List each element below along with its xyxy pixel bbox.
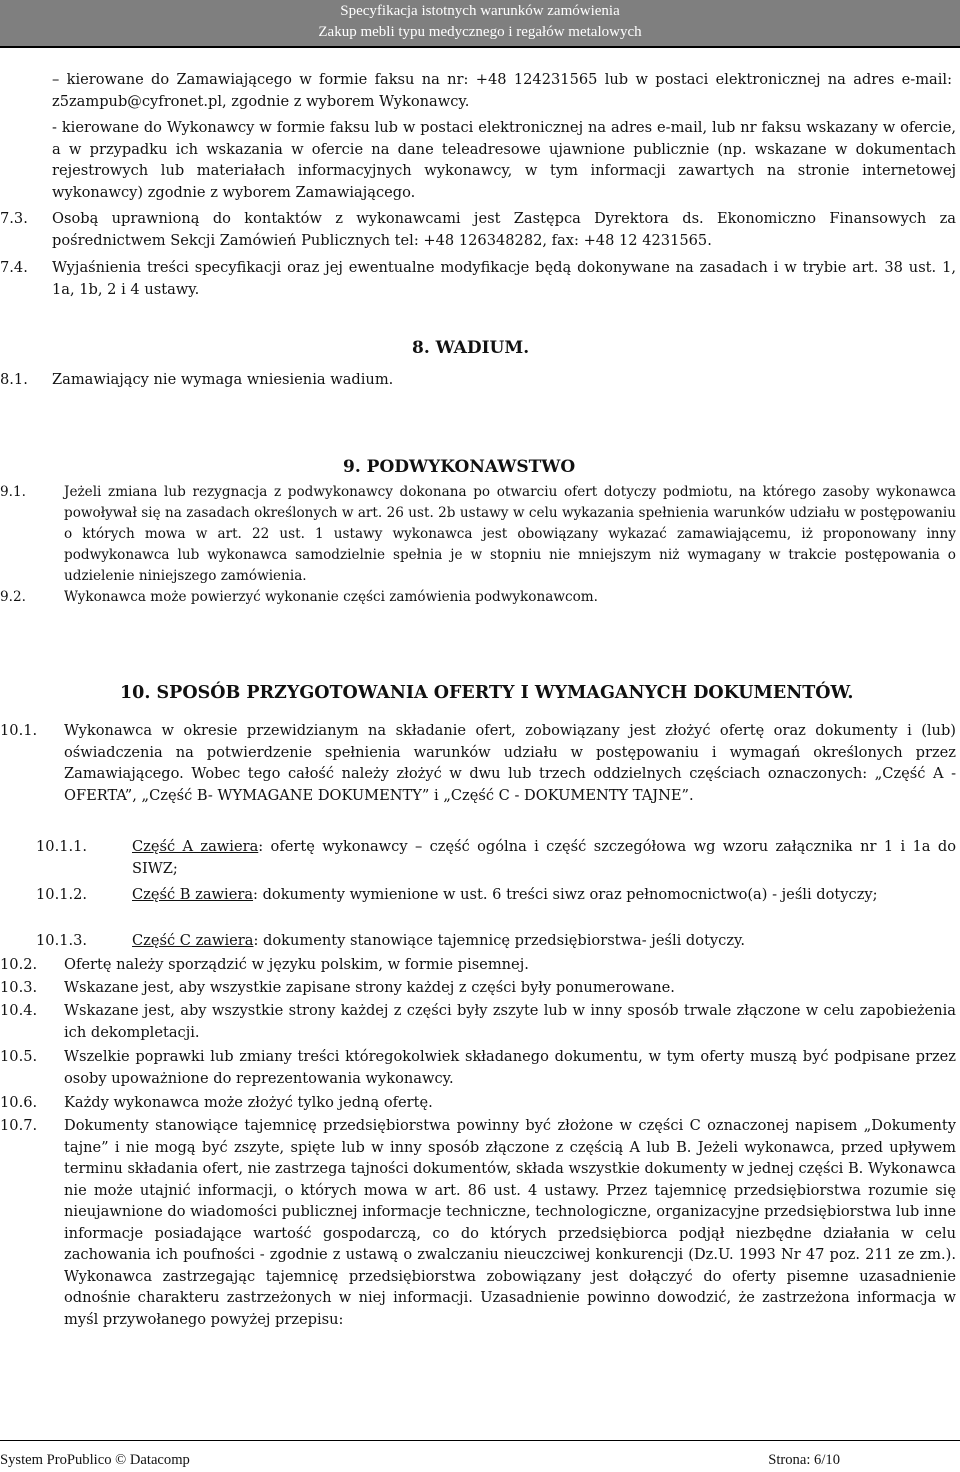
part-b-label: Część B zawiera bbox=[132, 886, 254, 903]
paragraph-7-4: Wyjaśnienia treści specyfikacji oraz jej ewentualne modyfikacje będą dokonywane na zasadach i w trybie art. 38 ust. 1, 1a, 1b, 2 i 4 ustawy. bbox=[52, 259, 956, 298]
item-number-10-2: 10.2. bbox=[0, 956, 38, 973]
footer-page-number: Strona: 6/10 bbox=[768, 1452, 840, 1468]
paragraph-10-6: Każdy wykonawca może złożyć tylko jedną ofertę. bbox=[64, 1094, 433, 1111]
section-8-title: 8. WADIUM. bbox=[412, 338, 530, 358]
item-number-10-3: 10.3. bbox=[0, 979, 38, 996]
item-number-10-4: 10.4. bbox=[0, 1002, 38, 1019]
section-10-title: 10. SPOSÓB PRZYGOTOWANIA OFERTY I WYMAGANYCH DOKUMENTÓW. bbox=[120, 683, 854, 703]
item-number-7-4: 7.4. bbox=[0, 259, 28, 276]
header-line-2: Zakup mebli typu medycznego i regałów metalowych bbox=[318, 24, 642, 40]
item-number-9-2: 9.2. bbox=[0, 589, 26, 605]
paragraph-9-1: Jeżeli zmiana lub rezygnacja z podwykonawcy dokonana po otwarciu ofert dotyczy podmiotu, na którego zasoby wykonawca powoływał się na zasadach określonych w art. 26 ust. 2b ustawy w celu wykazania spełnienia warunków udziału w postępowaniu o których mowa w art. 22 ust. 1 ustawy wykonawca jest obowiązany wykazać zamawiającemu, iż proponowany inny podwykonawca lub wykonawca samodzielnie spełnia je w stopniu nie mniejszym niż wymagany w trakcie postępowania o udzielenie niniejszego zamówienia. bbox=[64, 484, 956, 584]
paragraph-10-3: Wskazane jest, aby wszystkie zapisane strony każdej z części były ponumerowane. bbox=[64, 979, 675, 996]
header-line-1: Specyfikacja istotnych warunków zamówienia bbox=[340, 3, 620, 19]
item-number-10-1: 10.1. bbox=[0, 722, 38, 739]
page-header bbox=[0, 0, 960, 47]
item-number-7-3: 7.3. bbox=[0, 210, 28, 227]
paragraph-9-2: Wykonawca może powierzyć wykonanie części zamówienia podwykonawcom. bbox=[64, 589, 598, 605]
paragraph-7-2-fax-email: – kierowane do Zamawiającego w formie faksu na nr: +48 124231565 lub w postaci elektronicznej na adres e-mail: z5zampub@cyfronet.pl, zgodnie z wyborem Wykonawcy. bbox=[52, 71, 952, 110]
header-rule bbox=[0, 46, 960, 48]
paragraph-10-7: Dokumenty stanowiące tajemnicę przedsiębiorstwa powinny być złożone w części C oznaczonej napisem „Dokumenty tajne” i nie mogą być zszyte, spięte lub w inny sposób złączone z częścią A lub B. Jeżeli wykonawca, przed upływem terminu składania ofert, nie zastrzega tajności dokumentów, składa wszystkie dokumenty w jednej części B. Wykonawca nie może utajnić informacji, o których mowa w art. 86 ust. 4 ustawy. Przez tajemnicę przedsiębiorstwa rozumie się nieujawnione do wiadomości publicznej informacje techniczne, technologiczne, organizacyjne przedsiębiorstwa lub inne informacje posiadające wartość gospodarczą, co do których przedsiębiorca podjął niezbędne działania w celu zachowania ich poufności - zgodnie z ustawą o zwalczaniu nieuczciwej konkurencji (Dz.U. 1993 Nr 47 poz. 211 ze zm.). Wykonawca zastrzegając tajemnicę przedsiębiorstwa zobowiązany jest dołączyć do oferty pisemne uzasadnienie odnośnie charakteru zastrzeżonych w niej informacji. Uzasadnienie powinno dowodzić, że zastrzeżona informacja w myśl przywołanego powyżej przepisu: bbox=[64, 1117, 956, 1328]
part-c-text: : dokumenty stanowiące tajemnicę przedsiębiorstwa- jeśli dotyczy. bbox=[253, 932, 745, 949]
item-number-10-5: 10.5. bbox=[0, 1048, 38, 1065]
paragraph-10-1-1 bbox=[132, 836, 956, 879]
part-a-text: : ofertę wykonawcy – część ogólna i część szczegółowa wg wzoru załącznika nr 1 i 1a do SIWZ; bbox=[132, 838, 956, 877]
paragraph-7-2-to-contractor: - kierowane do Wykonawcy w formie faksu lub w postaci elektronicznej na adres e-mail, lub nr faksu wskazany w ofercie, a w przypadku ich wskazania w ofercie na dane teleadresowe ujawnione publicznie (np. wskazane w dokumentach rejestrowych lub materiałach informacyjnych wykonawcy, w tym informacji zawartych na stronie internetowej wykonawcy) zgodnie z wyborem Zamawiającego. bbox=[52, 119, 956, 201]
item-number-10-1-3: 10.1.3. bbox=[36, 932, 88, 949]
part-a-label: Część A zawiera bbox=[132, 838, 259, 855]
item-number-10-1-2: 10.1.2. bbox=[36, 886, 88, 903]
paragraph-10-1-2 bbox=[132, 884, 956, 906]
item-number-10-6: 10.6. bbox=[0, 1094, 38, 1111]
paragraph-10-2: Ofertę należy sporządzić w języku polskim, w formie pisemnej. bbox=[64, 956, 529, 973]
part-b-text: : dokumenty wymienione w ust. 6 treści siwz oraz pełnomocnictwo(a) - jeśli dotyczy; bbox=[253, 886, 878, 903]
footer-rule bbox=[0, 1440, 960, 1441]
item-number-10-7: 10.7. bbox=[0, 1117, 38, 1134]
item-number-9-1: 9.1. bbox=[0, 484, 26, 500]
paragraph-10-4: Wskazane jest, aby wszystkie strony każdej z części były zszyte lub w inny sposób trwale złączone w celu zapobieżenia ich dekompletacji. bbox=[64, 1002, 956, 1041]
paragraph-10-1: Wykonawca w okresie przewidzianym na składanie ofert, zobowiązany jest złożyć ofertę oraz dokumenty i (lub) oświadczenia na potwierdzenie spełnienia warunków udziału w postępowaniu i wymagań określonych przez Zamawiającego. Wobec tego całość należy złożyć w dwu lub trzech oddzielnych częściach oznaczonych: „Część A - OFERTA”, „Część B- WYMAGANE DOKUMENTY” i „Część C - DOKUMENTY TAJNE”. bbox=[64, 722, 956, 804]
paragraph-8-1: Zamawiający nie wymaga wniesienia wadium. bbox=[52, 371, 394, 388]
paragraph-10-5: Wszelkie poprawki lub zmiany treści któregokolwiek składanego dokumentu, w tym oferty muszą być podpisane przez osoby upoważnione do reprezentowania wykonawcy. bbox=[64, 1048, 956, 1087]
part-c-label: Część C zawiera bbox=[132, 932, 254, 949]
item-number-8-1: 8.1. bbox=[0, 371, 28, 388]
paragraph-10-1-3 bbox=[132, 930, 956, 952]
footer-system-name: System ProPublico © Datacomp bbox=[0, 1452, 190, 1468]
paragraph-7-3: Osobą uprawnioną do kontaktów z wykonawcami jest Zastępca Dyrektora ds. Ekonomiczno Finansowych za pośrednictwem Sekcji Zamówień Publicznych tel: +48 126348282, fax: +48 12 4231565. bbox=[52, 210, 956, 249]
item-number-10-1-1: 10.1.1. bbox=[36, 838, 88, 855]
section-9-title: 9. PODWYKONAWSTWO bbox=[343, 457, 576, 477]
